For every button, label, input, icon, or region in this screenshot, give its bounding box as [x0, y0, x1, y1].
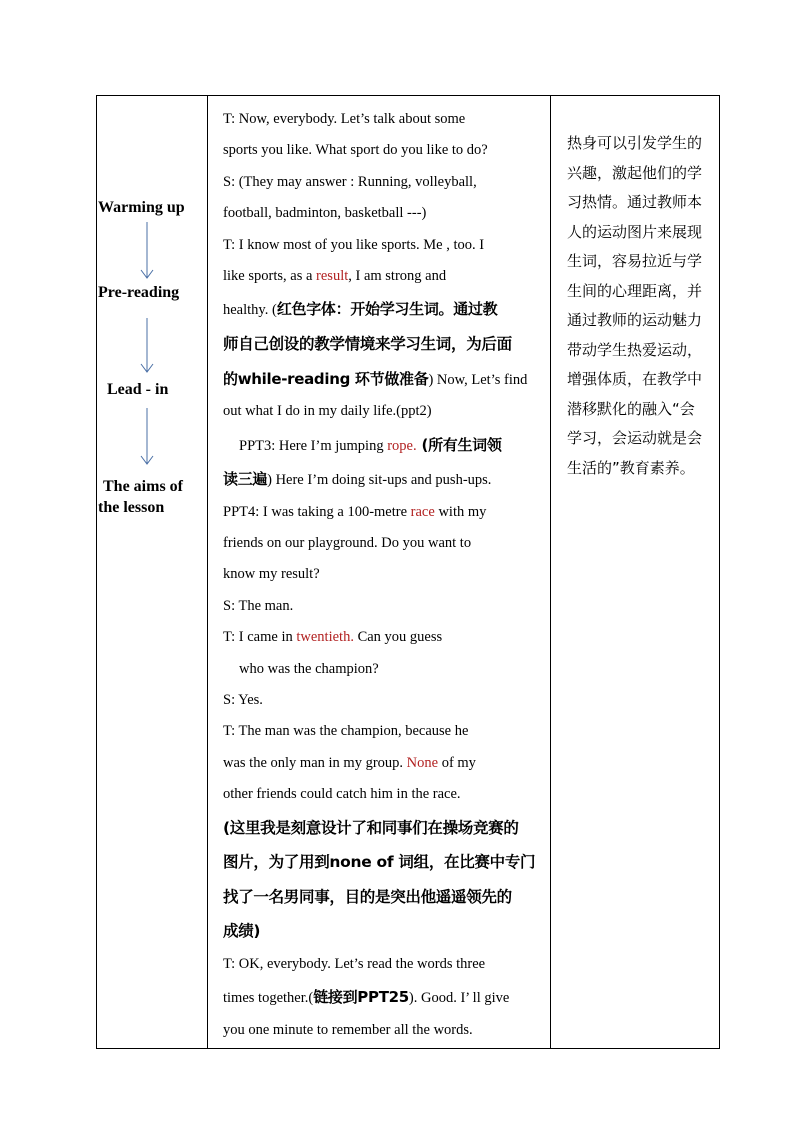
purpose-line: 学习，会运动就是会 [567, 429, 703, 447]
column-divider [550, 96, 551, 1048]
procedure-line: 找了一名男同事，目的是突出他遥遥领先的 [223, 887, 512, 906]
text-run: ). Good. I’ ll give [408, 990, 510, 1007]
text-run: of my [438, 754, 476, 771]
procedure-line [223, 622, 545, 653]
column-divider [207, 96, 208, 1048]
stage-pre-reading: Pre-reading [98, 284, 180, 301]
stage-aims-line2: the lesson [98, 499, 165, 516]
procedure-line: football, badminton, basketball ---) [223, 205, 427, 222]
chinese-note: 读三遍 [223, 470, 268, 489]
procedure-line [223, 292, 545, 327]
text-run: , I am strong and [348, 267, 447, 284]
procedure-line: T: OK, everybody. Let’s read the words three [223, 955, 486, 972]
text-run: with my [434, 503, 487, 520]
chinese-note: 链接到PPT25 [313, 988, 409, 1007]
procedure-line: T: The man was the champion, because he [223, 723, 469, 740]
arrow-down-icon [140, 408, 154, 466]
procedure-line: you one minute to remember all the words. [223, 1021, 473, 1038]
lesson-plan-table [96, 95, 720, 1049]
chinese-note: 红色字体：开始学习生词。通过教 [276, 300, 498, 319]
procedure-column [223, 104, 545, 1046]
vocab-word: None [406, 754, 439, 771]
procedure-line: S: (They may answer : Running, volleyball, [223, 173, 477, 190]
vocab-word: twentieth. [296, 629, 354, 646]
procedure-line: S: Yes. [223, 692, 263, 709]
text-run: was the only man in my group. [223, 754, 407, 771]
arrow-down-icon [140, 222, 154, 280]
text-run: ) Now, Let’s find [428, 371, 528, 388]
text-run: PPT3: Here I’m jumping [239, 437, 388, 454]
text-run: T: I came in [223, 629, 297, 646]
text-run: like sports, as a [223, 267, 317, 284]
procedure-line: (这里我是刻意设计了和同事们在操场竞赛的 [223, 818, 519, 837]
procedure-line: T: Now, everybody. Let’s talk about some [223, 111, 466, 127]
arrow-down-icon [140, 318, 154, 374]
chinese-note: (所有生词领 [416, 435, 502, 454]
procedure-line [223, 748, 545, 779]
procedure-line: T: I know most of you like sports. Me , too. I [223, 236, 485, 253]
procedure-line [223, 497, 545, 528]
procedure-line: sports you like. What sport do you like to do? [223, 142, 488, 159]
purpose-line: 生词，容易拉近与学 [567, 252, 703, 270]
text-run: Can you guess [353, 629, 443, 646]
text-run: ) Here I’m doing sit-ups and push-ups. [267, 472, 492, 489]
procedure-line: friends on our playground. Do you want to [223, 535, 472, 552]
purpose-line: 习热情。通过教师本 [567, 193, 703, 211]
text-run: PPT4: I was taking a 100-metre [223, 503, 411, 520]
purpose-line: 生间的心理距离，并 [567, 281, 703, 300]
stage-column [97, 96, 207, 1048]
purpose-line: 带动学生热爱运动， [567, 340, 703, 359]
purpose-line: 增强体质，在教学中 [567, 370, 703, 388]
text-run: times together.( [223, 990, 314, 1007]
procedure-line [223, 261, 545, 292]
purpose-line: 通过教师的运动魅力 [567, 311, 703, 329]
procedure-line: 师自己创设的教学情境来学习生词，为后面 [223, 334, 512, 353]
stage-warming-up: Warming up [98, 199, 185, 216]
vocab-word: race [410, 503, 435, 520]
procedure-line: out what I do in my daily life.(ppt2) [223, 403, 432, 420]
stage-aims-line1: The aims of [103, 478, 183, 495]
chinese-note: 的while-reading 环节做准备 [223, 369, 429, 388]
text-run: healthy. ( [223, 302, 277, 319]
procedure-line [223, 362, 545, 397]
procedure-line [223, 428, 545, 463]
procedure-line: who was the champion? [239, 660, 379, 677]
purpose-line: 人的运动图片来展现 [567, 222, 703, 241]
vocab-word: rope. [387, 437, 417, 454]
procedure-line: 图片，为了用到none of 词组，在比赛中专门 [223, 853, 536, 872]
procedure-line: 成绩) [223, 922, 261, 941]
purpose-line: 兴趣，激起他们的学 [567, 163, 703, 182]
vocab-word: result [316, 267, 349, 284]
purpose-line: 热身可以引发学生的 [567, 134, 703, 152]
procedure-line: other friends could catch him in the race. [223, 786, 461, 803]
purpose-line: 生活的”教育素养。 [567, 458, 695, 477]
procedure-line: know my result? [223, 566, 320, 583]
stage-lead-in: Lead - in [107, 381, 169, 398]
procedure-line: S: The man. [223, 597, 294, 614]
purpose-column [567, 129, 717, 483]
purpose-line: 潜移默化的融入“会 [567, 399, 695, 418]
procedure-line [223, 980, 545, 1015]
procedure-line [223, 462, 545, 497]
